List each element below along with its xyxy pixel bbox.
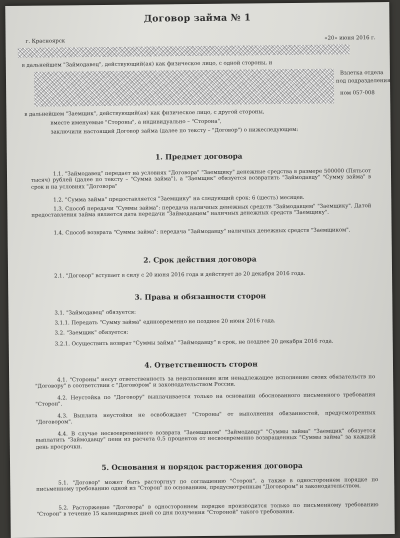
paragraph-5-1: 5.1. "Договор" может быть расторгнут по соглашению "Сторон", а также в одностороннем порядке по письменному требованию одной из "Сторон" по основаниям, предусмотренным "Договором" и законодательством. [36,477,379,494]
section-2-title: 2. Срок действия договора [143,254,257,265]
city-label: г. Красноярск [25,38,66,45]
redacted-name-lender [18,44,350,57]
paragraph-1-2: 1.2. "Сумма займа" предоставляется "Заемщику" на следующий срок: 6 (шесть) месяцев. [53,194,305,204]
paragraph-1-4: 1.4. Способ возврата "Суммы займа": передача "Займодавцу" наличных денежных средств "Заемщиком". [53,227,351,237]
paragraph-4-1: 4.1. "Стороны" несут ответственность за неисполнение или ненадлежащее исполнение своих обязательств по "Договору" в соответствии с "Договором" и законодательством России. [35,374,376,391]
intro-party2: в дальнейшем "Заемщик", действующий(ая) как физическое лицо, с другой стороны, [24,109,265,118]
paragraph-4-3: 4.3. Выплата неустойки не освобождает "Стороны" от выполнения обязанностей, предусмотренных "Договором". [35,410,376,427]
document-title: Договор займа № 1 [143,12,251,25]
intro-right1: Взлетка отдела [339,70,384,77]
paragraph-4-4: 4.4. В случае несвоевременного возврата "Заемщиком" "Займодавцу" "Суммы займа" "Заемщик" обязуется выплатить "Займодавцу" пени из расчета 0,5 процентов от несвоевременно возвращенных "Суммы займа" за каждый день просрочки. [35,428,376,451]
paragraph-5-2: 5.2. Расторжение "Договора" в одностороннем порядке производится только по письменному требованию "Сторон" в течение 15 календарных дней со дня получения "Стороной" такого требования. [36,502,379,519]
paragraph-1-1: 1.1. "Займодавец" передает на условиях "Договора" "Заемщику" денежные средства в размере 500000 (Пятьсот тысяч) рублей (далее по тексту – "Сумма займа"), а "Заемщик" обязуется возвратить "Займодавцу" "Сумму займа" в срок и на условиях "Договора" [31,168,372,191]
intro-party1: в дальнейшем "Займодавец", действующий(ая) как физическое лицо, с одной стороны, и [21,60,273,69]
intro-concluded: заключили настоящий Договор займа (далее по тексту – "Договор") о нижеследующем: [50,126,299,136]
section-5-title: 5. Основания и порядок расторжения договора [101,460,303,473]
paragraph-3-1: 3.1. "Займодавец" обязуется: [54,309,136,317]
paragraph-2-1: 2.1. "Договор" вступает в силу с 20 июня 2016 года и действует до 20 декабря 2016 года. [54,270,306,280]
intro-right2: под подразделения [336,77,391,85]
redacted-name-borrower [34,69,334,107]
intro-together: вместе именуемые "Стороны", а индивидуально – "Сторона", [50,118,222,127]
section-1-title: 1. Предмет договора [155,151,243,162]
intro-right3: ном 057-008 [340,90,375,97]
section-4-title: 4. Ответственность сторон [144,359,258,370]
paragraph-3-2: 3.2. "Заемщик" обязуется: [54,329,129,337]
document-page [5,2,395,538]
section-3-title: 3. Права и обязанности сторон [134,291,266,302]
paragraph-1-3: 1.3. Способ передачи "Суммы займа": передача наличных денежных средств "Займодавцем" "Заемщику". Датой предоставления займа является дата передачи "Займодавцем" наличных денежных средств "Заемщику". [31,203,372,220]
paragraph-3-1-1: 3.1.1. Передать "Сумму займа" единовременно не позднее 20 июня 2016 года. [54,318,276,327]
date-label: «20» июня 2016 г. [324,35,376,42]
paragraph-3-2-1: 3.2.1. Осуществить возврат "Суммы займа" "Займодавцу" в срок, не позднее 20 декабря 2016 года. [54,338,334,348]
paragraph-4-2: 4.2. Неустойка по "Договору" выплачивается только на основании обоснованного письменного требования "Сторон". [35,392,376,409]
